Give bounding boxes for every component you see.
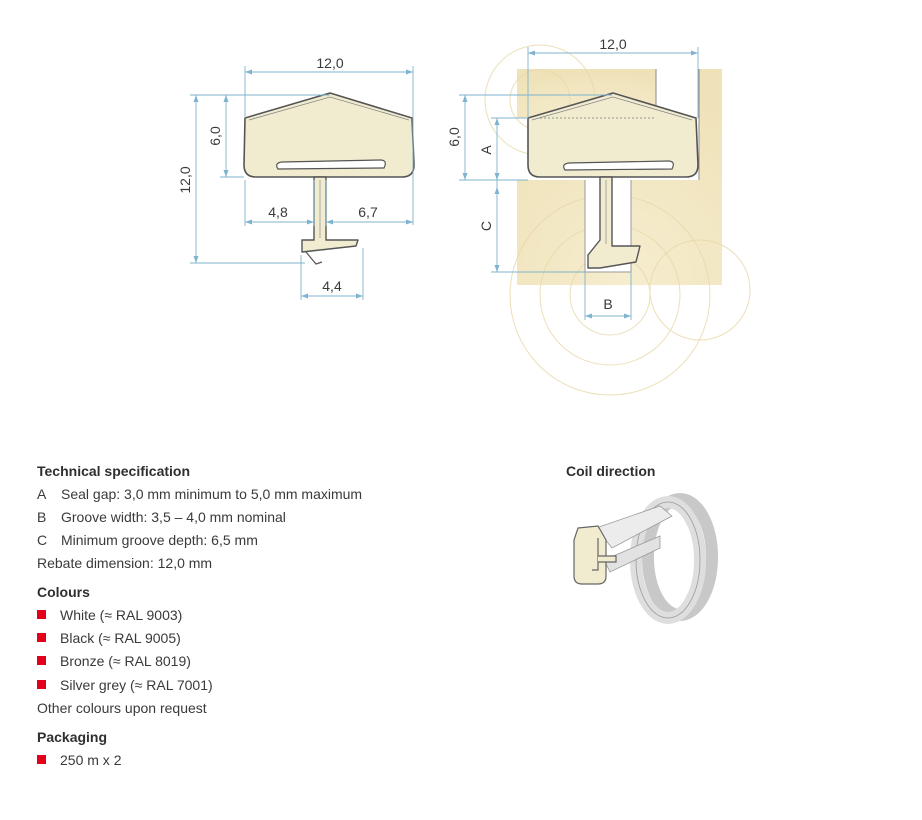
spec-item-text: Seal gap: 3,0 mm minimum to 5,0 mm maximum	[61, 486, 363, 502]
bullet-icon	[37, 610, 46, 619]
dim-top-width-right: 12,0	[599, 36, 627, 52]
dim-head-height-left: 6,0	[207, 126, 223, 146]
dim-label-c: C	[478, 220, 494, 232]
colours-heading: Colours	[37, 584, 90, 600]
colour-item-black	[37, 630, 181, 646]
colour-item-text: Silver grey (≈ RAL 7001)	[60, 677, 213, 693]
colours-note: Other colours upon request	[37, 700, 207, 716]
coil-profile-end	[574, 526, 606, 584]
spec-item-b	[37, 509, 286, 525]
seal-profile-left	[244, 93, 414, 264]
installed-profile-right	[485, 45, 750, 395]
dim-label-b: B	[603, 296, 613, 312]
spec-rebate: Rebate dimension: 12,0 mm	[37, 555, 213, 571]
dim-total-height-left: 12,0	[177, 166, 193, 194]
dim-top-width-left: 12,0	[316, 55, 344, 71]
packaging-heading: Packaging	[37, 729, 108, 745]
colour-item-text: Bronze (≈ RAL 8019)	[60, 653, 191, 669]
seal-slot-left	[277, 160, 386, 169]
dim-right-offset: 6,7	[358, 204, 378, 220]
colour-item-silver-grey	[37, 677, 213, 693]
packaging-item-text: 250 m x 2	[60, 752, 122, 768]
spec-item-letter: A	[37, 486, 47, 502]
spec-item-text: Minimum groove depth: 6,5 mm	[61, 532, 258, 548]
coil-illustration	[574, 499, 712, 618]
spec-item-a	[37, 486, 362, 502]
dim-foot-width: 4,4	[322, 278, 342, 294]
spec-item-text: Groove width: 3,5 – 4,0 mm nominal	[61, 509, 286, 525]
dim-left-offset: 4,8	[268, 204, 288, 220]
colour-item-bronze	[37, 653, 191, 669]
seal-slot-right	[564, 161, 674, 170]
bullet-icon	[37, 633, 46, 642]
dim-label-a: A	[478, 145, 494, 155]
coil-heading: Coil direction	[566, 463, 656, 479]
packaging-item	[37, 752, 121, 768]
spec-item-letter: C	[37, 532, 48, 548]
spec-item-letter: B	[37, 509, 47, 525]
colour-item-white	[37, 607, 182, 623]
bullet-icon	[37, 755, 46, 764]
spec-heading: Technical specification	[37, 463, 191, 479]
colour-item-text: Black (≈ RAL 9005)	[60, 630, 181, 646]
dim-head-height-right: 6,0	[446, 127, 462, 147]
bullet-icon	[37, 680, 46, 689]
seal-stem-left	[302, 177, 358, 252]
spec-item-c	[37, 532, 258, 548]
colour-item-text: White (≈ RAL 9003)	[60, 607, 183, 623]
bullet-icon	[37, 656, 46, 665]
